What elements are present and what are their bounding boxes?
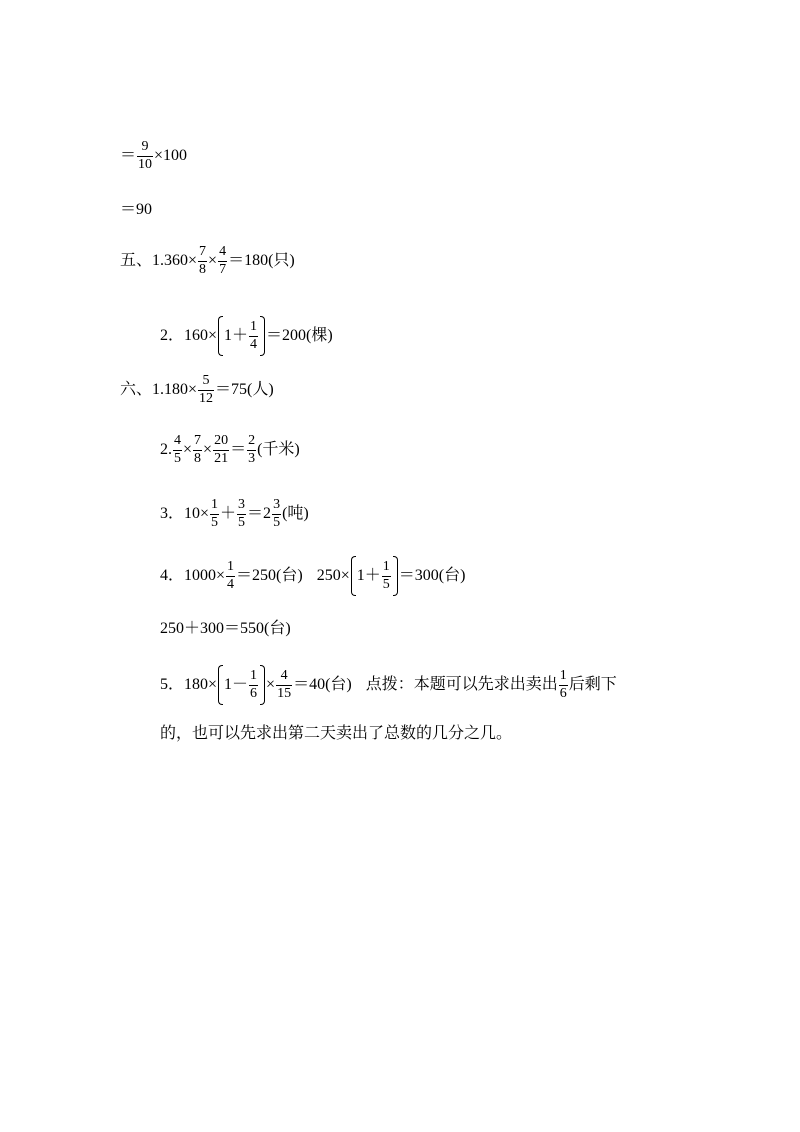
denominator: 6 xyxy=(559,685,567,701)
answer-line-5 xyxy=(120,374,274,406)
numerator: 2 xyxy=(248,433,256,448)
answer-line-10 xyxy=(160,669,617,701)
bracket-group xyxy=(218,320,265,352)
denominator: 12 xyxy=(199,390,214,406)
fraction xyxy=(276,669,292,701)
denominator: 4 xyxy=(250,336,258,352)
times-sign: × xyxy=(203,441,213,459)
fraction xyxy=(198,374,214,406)
expression-text: 1－ xyxy=(224,676,249,694)
answer-line-11 xyxy=(160,726,512,742)
fraction xyxy=(193,434,202,466)
numerator: 1 xyxy=(227,559,235,574)
denominator: 3 xyxy=(248,450,256,466)
numerator: 1 xyxy=(250,668,258,683)
expression-text: ＝200(棵) xyxy=(266,327,333,345)
expression-text: 1＋ xyxy=(224,327,249,345)
numerator: 1 xyxy=(211,497,219,512)
fraction xyxy=(226,560,235,592)
answer-line-4 xyxy=(160,320,333,352)
tip-text: 后剩下 xyxy=(568,676,617,694)
times-sign: × xyxy=(183,441,193,459)
tip-text: 点拨：本题可以先求出卖出 xyxy=(365,676,558,694)
numerator: 3 xyxy=(273,497,281,512)
denominator: 6 xyxy=(250,685,258,701)
fraction xyxy=(559,669,568,701)
numerator: 4 xyxy=(219,244,227,259)
times-sign: × xyxy=(266,676,276,694)
denominator: 5 xyxy=(211,514,219,530)
fraction xyxy=(249,669,258,701)
expression-text: ＝75(人) xyxy=(215,381,274,399)
section-label-6-q1: 六、1.180× xyxy=(120,381,198,399)
expression-text: 250＋300＝550(台) xyxy=(160,620,291,637)
answer-line-1 xyxy=(120,140,187,172)
times-sign: × xyxy=(208,252,218,270)
question-label-2: 2．160× xyxy=(160,327,218,345)
fraction xyxy=(213,434,229,466)
bracket-group xyxy=(218,669,265,701)
denominator: 10 xyxy=(138,156,153,172)
expression-text: ＝90 xyxy=(120,201,153,218)
fraction xyxy=(173,434,182,466)
fraction xyxy=(382,560,391,592)
answer-line-6 xyxy=(160,434,300,466)
expression-text: ＝40(台) xyxy=(293,676,352,694)
expression-text: ×100 xyxy=(154,147,188,165)
answer-line-7 xyxy=(160,498,309,530)
unit-text: (千米) xyxy=(257,441,300,459)
expression-text: ＝250(台) xyxy=(236,567,303,585)
plus-sign: ＋ xyxy=(220,505,237,523)
denominator: 7 xyxy=(219,261,227,277)
question-label-2: 2. xyxy=(160,441,172,459)
section-label-5-q1: 五、1.360× xyxy=(120,252,198,270)
tip-text-continued: 的，也可以先求出第二天卖出了总数的几分之几。 xyxy=(160,725,513,742)
answer-line-9 xyxy=(160,621,291,637)
numerator: 5 xyxy=(202,373,210,388)
numerator: 4 xyxy=(174,433,181,448)
denominator: 21 xyxy=(214,450,229,466)
answer-line-2 xyxy=(120,202,152,218)
numerator: 3 xyxy=(238,497,246,512)
bracket-group xyxy=(351,560,398,592)
fraction xyxy=(210,498,219,530)
numerator: 7 xyxy=(199,244,207,259)
numerator: 9 xyxy=(141,139,149,154)
denominator: 5 xyxy=(174,450,181,466)
fraction xyxy=(247,434,256,466)
unit-text: (吨) xyxy=(282,505,309,523)
question-label-4: 4．1000× xyxy=(160,567,226,585)
fraction xyxy=(249,320,258,352)
expression-text: ＝2 xyxy=(247,505,272,523)
numerator: 1 xyxy=(559,668,567,683)
denominator: 5 xyxy=(273,514,281,530)
expression-text: ＝180(只) xyxy=(228,252,295,270)
answer-line-3 xyxy=(120,245,295,277)
denominator: 8 xyxy=(199,261,207,277)
equals-sign: ＝ xyxy=(230,441,247,459)
denominator: 5 xyxy=(238,514,246,530)
numerator: 1 xyxy=(250,319,258,334)
numerator: 4 xyxy=(280,668,288,683)
expression-text: 250× xyxy=(316,567,350,585)
fraction xyxy=(198,245,207,277)
denominator: 5 xyxy=(382,576,390,592)
denominator: 4 xyxy=(227,576,235,592)
fraction xyxy=(237,498,246,530)
question-label-3: 3．10× xyxy=(160,505,210,523)
numerator: 1 xyxy=(382,559,390,574)
question-label-5: 5．180× xyxy=(160,676,218,694)
fraction xyxy=(272,498,281,530)
expression-text: 1＋ xyxy=(356,567,381,585)
fraction xyxy=(137,140,153,172)
fraction xyxy=(218,245,227,277)
equals-sign: ＝ xyxy=(120,147,137,165)
answer-line-8 xyxy=(160,560,465,592)
numerator: 20 xyxy=(214,433,229,448)
denominator: 15 xyxy=(277,685,292,701)
numerator: 7 xyxy=(194,433,202,448)
expression-text: ＝300(台) xyxy=(398,567,466,585)
denominator: 8 xyxy=(194,450,202,466)
